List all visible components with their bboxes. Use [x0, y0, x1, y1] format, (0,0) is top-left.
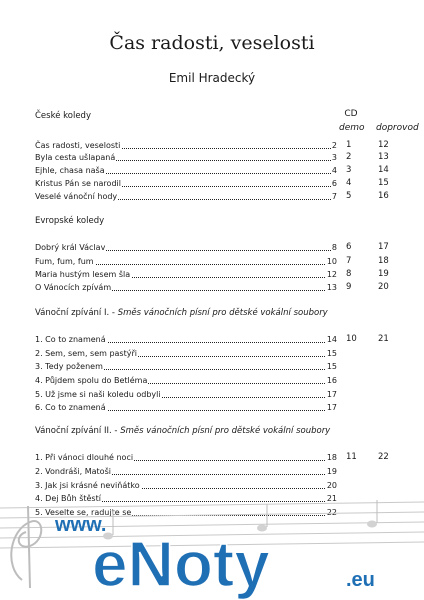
cd-doprovod-track: 18	[378, 256, 389, 266]
enoty-watermark-logo	[0, 488, 424, 600]
toc-entry	[35, 466, 335, 477]
page-number: 12	[326, 270, 337, 279]
cd-doprovod-track: 13	[378, 152, 389, 162]
cd-column-header: CD	[344, 109, 358, 119]
section-heading: Vánoční zpívání II. - Směs vánočních písní pro dětské vokální soubory	[35, 426, 331, 436]
toc-entry	[35, 256, 335, 267]
toc-entry	[35, 269, 335, 280]
cd-demo-track: 3	[346, 165, 352, 175]
song-title: Byla cesta ušlapaná	[35, 153, 116, 162]
toc-entry	[35, 402, 335, 413]
song-title: Veselé vánoční hody	[35, 192, 118, 201]
section-heading	[35, 216, 104, 226]
song-title: 2. Vondráši, Matoši	[35, 467, 111, 476]
section-title: Vánoční zpívání I.	[35, 308, 110, 318]
page-title: Čas radosti, veselosti	[109, 32, 315, 54]
song-title: 5. Už jsme si naši koledu odbyli	[35, 390, 161, 399]
song-title: 6. Co to znamená	[35, 403, 106, 412]
song-title: 1. Při vánoci dlouhé noci	[35, 453, 134, 462]
page-number: 7	[331, 192, 337, 201]
cd-doprovod-track: 21	[378, 334, 389, 344]
toc-entry	[35, 140, 335, 151]
author-name: Emil Hradecký	[168, 71, 256, 85]
page-number: 18	[326, 453, 337, 462]
cd-doprovod-track: 16	[378, 191, 389, 201]
page-number: 13	[326, 283, 337, 292]
page-number: 8	[331, 243, 337, 252]
cd-demo-track: 7	[346, 256, 352, 266]
cd-doprovod-track: 12	[378, 140, 389, 150]
section-heading: Vánoční zpívání I. - Směs vánočních písní pro dětské vokální soubory	[35, 308, 328, 318]
cd-doprovod-track: 19	[378, 269, 389, 279]
song-title: 2. Sem, sem, sem pastýři	[35, 349, 137, 358]
song-title: O Vánocích zpívám	[35, 283, 112, 292]
cd-demo-track: 4	[346, 178, 352, 188]
page-number: 22	[326, 508, 337, 517]
section-subtitle: Směs vánočních písní pro dětské vokální soubory	[120, 426, 331, 436]
toc-entry	[35, 152, 335, 163]
cd-demo-track: 8	[346, 269, 352, 279]
song-title: 4. Dej Bůh štěstí	[35, 494, 101, 503]
page-number: 17	[326, 390, 337, 399]
page-number: 19	[326, 467, 337, 476]
cd-demo-track: 1	[346, 140, 352, 150]
cd-doprovod-track: 17	[378, 242, 389, 252]
cd-doprovod-track: 20	[378, 282, 389, 292]
cd-demo-track: 11	[346, 452, 357, 462]
toc-entry	[35, 348, 335, 359]
section-title: Vánoční zpívání II.	[35, 426, 112, 436]
song-title: Kristus Pán se narodil	[35, 179, 121, 188]
page-number: 6	[331, 179, 337, 188]
doprovod-column-header: doprovod	[376, 123, 419, 133]
cd-doprovod-track: 15	[378, 178, 389, 188]
page-number: 20	[326, 481, 337, 490]
song-title: 5. Veselte se, radujte se	[35, 508, 132, 517]
toc-entry	[35, 191, 335, 202]
section-heading	[35, 111, 91, 121]
page-number: 15	[326, 362, 337, 371]
song-title: 1. Co to znamená	[35, 335, 106, 344]
toc-entry	[35, 282, 335, 293]
logo-tld-text: .eu	[346, 569, 375, 591]
demo-column-header: demo	[339, 123, 365, 133]
logo-www-text: www.	[55, 514, 107, 536]
logo-brand-text: eNoty	[92, 528, 270, 600]
song-title: Ejhle, chasa naša	[35, 166, 105, 175]
song-title: Maria hustým lesem šla	[35, 270, 131, 279]
section-title: České koledy	[35, 111, 91, 121]
page-number: 3	[331, 153, 337, 162]
toc-entry	[35, 452, 335, 463]
toc-entry	[35, 165, 335, 176]
toc-entry	[35, 361, 335, 372]
toc-entry	[35, 375, 335, 386]
song-title: Dobrý král Václav	[35, 243, 106, 252]
toc-entry	[35, 389, 335, 400]
page-number: 4	[331, 166, 337, 175]
cd-doprovod-track: 22	[378, 452, 389, 462]
toc-entry	[35, 178, 335, 189]
page-number: 16	[326, 376, 337, 385]
cd-demo-track: 10	[346, 334, 357, 344]
toc-entry	[35, 334, 335, 345]
cd-doprovod-track: 14	[378, 165, 389, 175]
cd-demo-track: 2	[346, 152, 352, 162]
cd-demo-track: 9	[346, 282, 352, 292]
cd-demo-track: 6	[346, 242, 352, 252]
toc-entry	[35, 242, 335, 253]
section-subtitle: Směs vánočních písní pro dětské vokální soubory	[117, 308, 328, 318]
section-title: Evropské koledy	[35, 216, 105, 226]
song-title: 3. Tedy poženem	[35, 362, 103, 371]
page-number: 15	[326, 349, 337, 358]
song-title: 3. Jak jsi krásné neviňátko	[35, 481, 140, 490]
page-number: 21	[326, 494, 337, 503]
cd-demo-track: 5	[346, 191, 352, 201]
song-title: 4. Půjdem spolu do Betléma	[35, 376, 148, 385]
song-title: Čas radosti, veselosti	[35, 141, 121, 150]
page-number: 17	[326, 403, 337, 412]
page-number: 14	[326, 335, 337, 344]
song-title: Fum, fum, fum	[35, 257, 94, 266]
page-number: 2	[331, 141, 337, 150]
page-number: 10	[326, 257, 337, 266]
